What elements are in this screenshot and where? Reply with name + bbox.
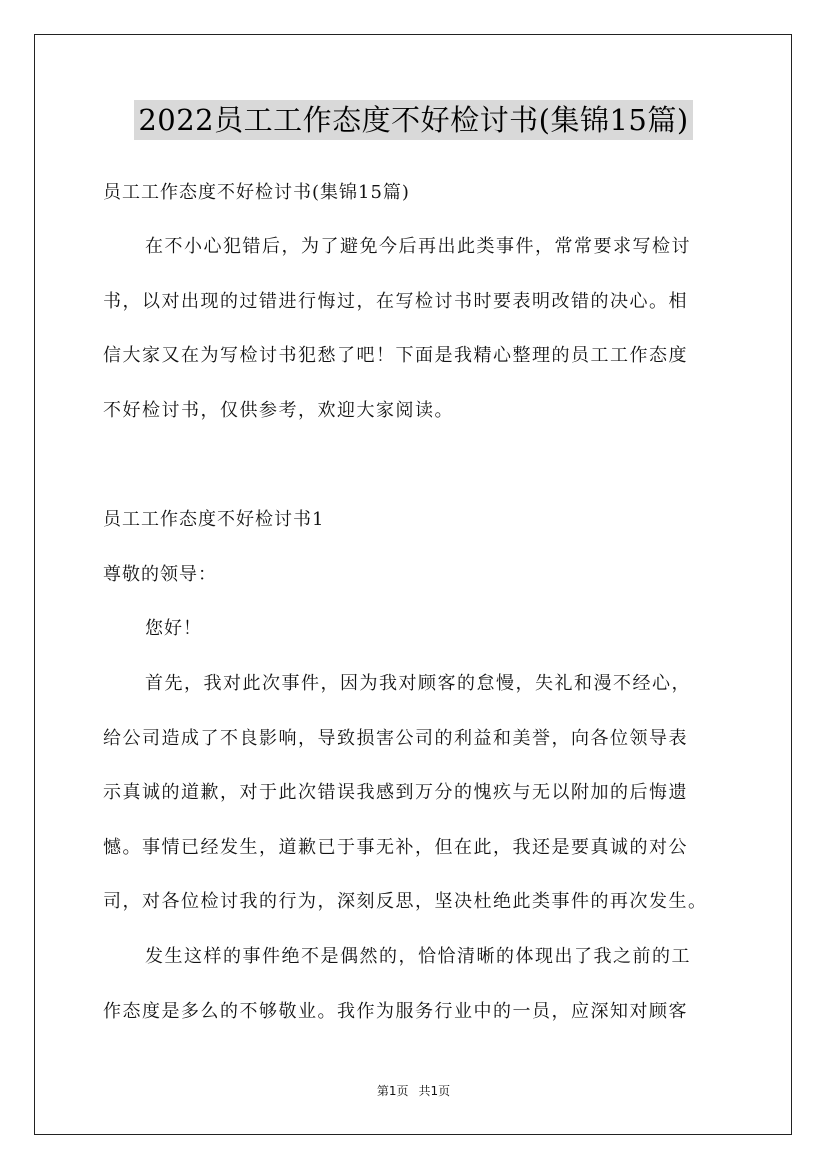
document-subtitle: 员工工作态度不好检讨书(集锦15篇) — [103, 182, 410, 203]
paragraph-line: 示真诚的道歉，对于此次错误我感到万分的愧疚与无以附加的后悔遗 — [103, 782, 688, 804]
paragraph-line: 在不小心犯错后，为了避免今后再出此类事件，常常要求写检讨 — [145, 236, 691, 257]
paragraph-line: 作态度是多么的不够敬业。我作为服务行业中的一员，应深知对顾客 — [103, 1000, 688, 1022]
paragraph-line: 首先，我对此次事件，因为我对顾客的怠慢，失礼和漫不经心， — [145, 673, 691, 694]
page-number: 第1页 — [376, 1084, 409, 1098]
paragraph-line: 给公司造成了不良影响，导致损害公司的利益和美誉，向各位领导表 — [103, 727, 688, 749]
paragraph-line: 不好检讨书，仅供参考，欢迎大家阅读。 — [103, 399, 454, 421]
greeting: 您好！ — [145, 618, 202, 639]
intro-paragraph — [103, 234, 735, 452]
paragraph-line: 书，以对出现的过错进行悔过，在写检讨书时要表明改错的决心。相 — [103, 290, 688, 312]
paragraph-line: 憾。事情已经发生，道歉已于事无补，但在此，我还是要真诚的对公 — [103, 836, 688, 858]
title-container — [0, 100, 827, 140]
paragraph-line: 发生这样的事件绝不是偶然的，恰恰清晰的体现出了我之前的工 — [145, 946, 691, 967]
salutation: 尊敬的领导： — [103, 564, 217, 585]
body-paragraph-1 — [103, 671, 735, 944]
page-footer — [0, 1083, 827, 1099]
section-heading: 员工工作态度不好检讨书1 — [103, 509, 325, 530]
paragraph-line: 信大家又在为写检讨书犯愁了吧！下面是我精心整理的员工工作态度 — [103, 345, 688, 367]
paragraph-line: 司，对各位检讨我的行为，深刻反思，坚决杜绝此类事件的再次发生。 — [103, 891, 708, 913]
document-title: 2022员工工作态度不好检讨书(集锦15篇) — [134, 100, 692, 140]
body-paragraph-2 — [103, 944, 735, 1053]
page-total: 共1页 — [418, 1084, 451, 1098]
